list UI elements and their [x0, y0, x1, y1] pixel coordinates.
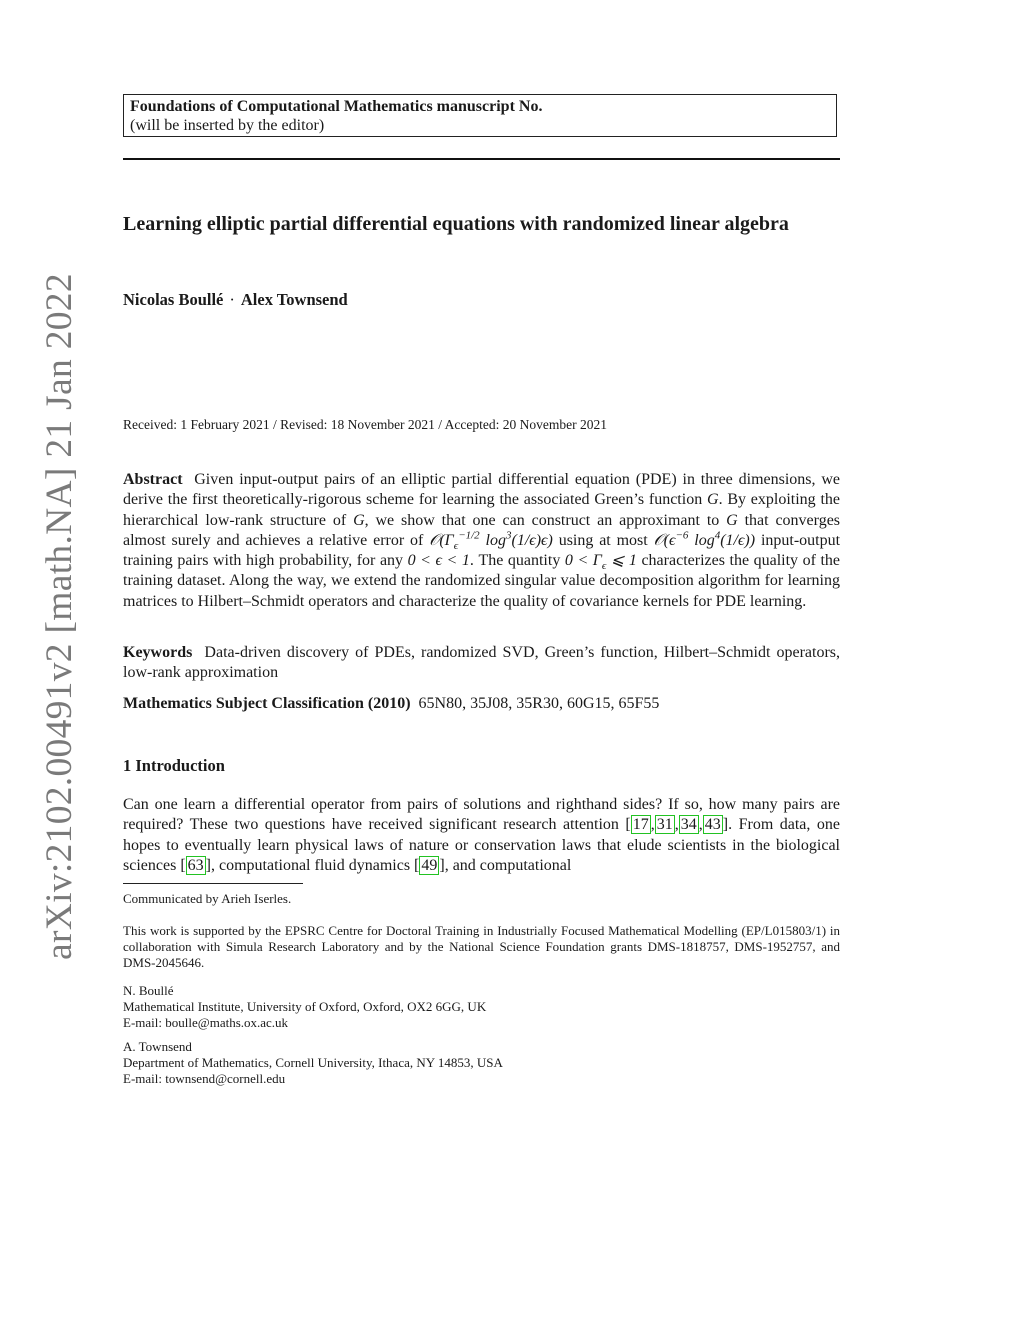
header-rule: [123, 158, 840, 160]
intro-paragraph: Can one learn a differential operator from pairs of solutions and righthand sides? If so, how many pairs are required? These two questions have received significant research attention [ 17 , 31 , 34 , 43 ]. From data, one hopes to eventually learn physical laws of nature or conservation laws that elude scientists in the biological sciences [ 63 ], computational fluid dynamics [ 49 ], and computational: [123, 796, 841, 874]
msc-label: Mathematics Subject Classification (2010): [123, 695, 411, 712]
keywords: Keywords Data-driven discovery of PDEs, randomized SVD, Green’s function, Hilbert–Schmidt operators, low-rank approximation: [123, 644, 841, 682]
citation-link[interactable]: 49: [421, 856, 438, 874]
gamma-range: $0 < \Gamma_\epsilon$ ⩽ 1: [564, 552, 637, 573]
email-boulle[interactable]: E-mail: boulle@maths.ox.ac.uk: [123, 1015, 289, 1031]
affiliation-boulle: N. Boullé Mathematical Institute, University of Oxford, Oxford, OX2 6GG, UK E-mail: boulle@maths.ox.ac.uk: [123, 983, 840, 1032]
msc-classification: Mathematics Subject Classification (2010) 65N80, 35J08, 35R30, 60G15, 65F55: [123, 695, 660, 712]
section-heading: 1 Introduction: [123, 756, 225, 775]
keywords-label: Keywords: [123, 644, 193, 661]
abstract: Abstract Given input-output pairs of an elliptic partial differential equation (PDE) in three dimensions, we derive the first theoretically-rigorous scheme for learning the associated Green’s function G. By exploiting the hierarchical low-rank structure of G, we show that one can construct an approximant to G that converges almost surely and achieves a relative error of $𝒪(\Gamma_\epsilon^{-1/2}$ $\log^3(1/\epsilon)\epsilon$) using at most $𝒪(\epsilon^{-6}$ $\log^4(1/\epsilon)$) input-output training pairs with high probability, for any 0 < ϵ < 1. The quantity $0 < \Gamma_\epsilon$ ⩽ 1 characterizes the quality of the training dataset. Along the way, we extend the randomized singular value decomposition algorithm for learning matrices to Hilbert–Schmidt operators and characterize the quality of covariance kernels for PDE learning.: [123, 471, 841, 610]
arxiv-stamp: arXiv:2102.00491v2 [math.NA] 21 Jan 2022: [39, 273, 80, 960]
citation-link[interactable]: 63: [187, 856, 204, 874]
citation-link[interactable]: 31: [656, 816, 673, 834]
affiliation-townsend: A. Townsend Department of Mathematics, Cornell University, Ithaca, NY 14853, USA E-mail: townsend@cornell.edu: [123, 1039, 840, 1088]
manuscript-editor-note: (will be inserted by the editor): [130, 117, 325, 134]
error-bound: $𝒪(\Gamma_\epsilon^{-1/2}$ $\log^3(1/\epsilon)\epsilon$): [429, 529, 553, 553]
author-boulle: Nicolas Boullé: [123, 290, 224, 309]
footnote-communicated: Communicated by Arieh Iserles.: [123, 891, 292, 906]
sample-bound: $𝒪(\epsilon^{-6}$ $\log^4(1/\epsilon)$): [653, 529, 756, 549]
manuscript-journal: Foundations of Computational Mathematics manuscript No.: [130, 98, 543, 115]
paper-title: Learning elliptic partial differential equations with randomized linear algebra: [123, 213, 789, 235]
citation-link[interactable]: 17: [632, 816, 649, 834]
footnote-support: This work is supported by the EPSRC Centre for Doctoral Training in Industrially Focused Mathematical Modelling (EP/L015803/1) in collaboration with Simula Research Laboratory and by the National Science Foundation grants DMS-1818757, DMS-1952757, and DMS-2045646.: [123, 923, 840, 971]
citation-link[interactable]: 34: [680, 816, 697, 834]
abstract-label: Abstract: [123, 471, 183, 488]
citation-link[interactable]: 43: [704, 816, 721, 834]
footnote-rule: [123, 883, 303, 884]
author-line: [123, 290, 348, 310]
email-townsend[interactable]: E-mail: townsend@cornell.edu: [123, 1071, 286, 1087]
author-separator: ·: [229, 290, 235, 309]
received-dates: Received: 1 February 2021 / Revised: 18 November 2021 / Accepted: 20 November 2021: [123, 417, 608, 432]
author-townsend: Alex Townsend: [240, 290, 348, 309]
manuscript-box: [123, 94, 837, 137]
